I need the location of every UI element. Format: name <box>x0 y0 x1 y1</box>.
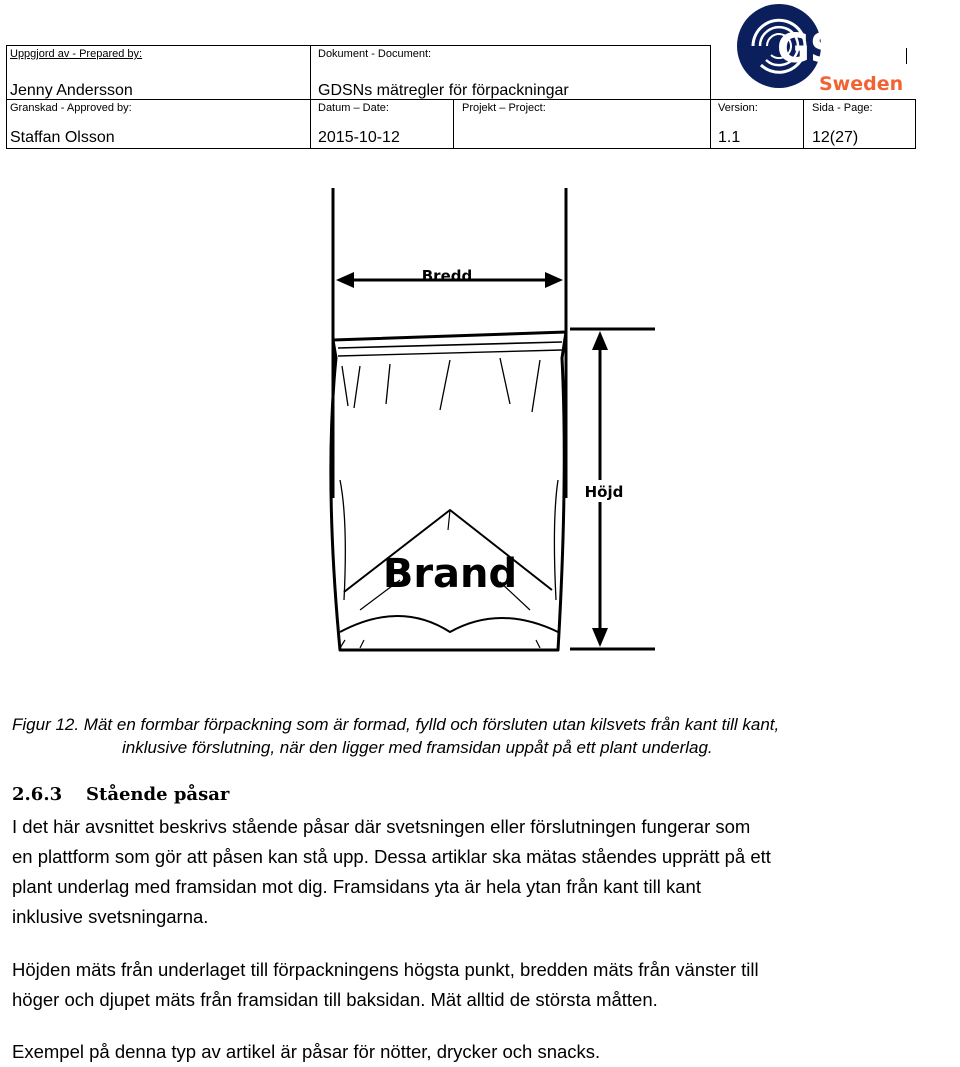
header-bottom-rule <box>6 148 916 149</box>
approved-by-label: Granskad - Approved by: <box>10 102 132 114</box>
paragraph-line: inklusive svetsningarna. <box>12 906 209 927</box>
header-col-divider <box>803 99 804 149</box>
gs1-sweden-logo <box>733 2 904 98</box>
header-col-divider <box>310 45 311 149</box>
page-value: 12(27) <box>812 129 859 146</box>
section-title: Stående påsar <box>86 784 230 805</box>
arrow-right-icon <box>545 272 563 288</box>
body-paragraph <box>12 812 957 932</box>
width-label: Bredd <box>421 267 473 285</box>
brand-label: Brand <box>382 551 518 597</box>
paragraph-line: en plattform som gör att påsen kan stå upp. Dessa artiklar ska mätas ståendes upprätt på ett <box>12 846 771 867</box>
date-value: 2015-10-12 <box>318 129 400 146</box>
body-paragraph <box>12 1037 957 1067</box>
arrow-up-icon <box>592 331 608 350</box>
arrow-left-icon <box>336 272 354 288</box>
caption-line: inklusive förslutning, när den ligger med framsidan uppåt på ett plant underlag. <box>122 738 713 757</box>
figure-caption <box>12 713 957 759</box>
prepared-by-value: Jenny Andersson <box>10 82 133 99</box>
header-top-rule <box>6 45 710 46</box>
date-label: Datum – Date: <box>318 102 389 114</box>
section-number: 2.6.3 <box>12 784 63 805</box>
paragraph-line: I det här avsnittet beskrivs stående påsar där svetsningen eller förslutningen fungerar som <box>12 816 751 837</box>
document-value: GDSNs mätregler för förpackningar <box>318 82 569 99</box>
project-label: Projekt – Project: <box>462 102 546 114</box>
paragraph-line: Höjden mäts från underlaget till förpackningens högsta punkt, bredden mäts från vänster till <box>12 959 759 980</box>
paragraph-line: plant underlag med framsidan mot dig. Framsidans yta är hela ytan från kant till kant <box>12 876 701 897</box>
pouch-icon <box>331 332 566 650</box>
body-paragraph <box>12 955 957 1015</box>
header-right-rule <box>915 99 916 149</box>
document-label: Dokument - Document: <box>318 48 432 60</box>
paragraph-line: höger och djupet mäts från framsidan till baksidan. Mät alltid de största måtten. <box>12 989 658 1010</box>
header-left-rule <box>6 45 7 149</box>
caption-line: Figur 12. Mät en formbar förpackning som är formad, fylld och försluten utan kilsvets från kant till kant, <box>12 715 780 734</box>
section-heading <box>12 783 229 807</box>
height-label: Höjd <box>584 483 624 501</box>
logo-country: Sweden <box>819 73 904 95</box>
pouch-measurement-figure <box>300 180 670 680</box>
logo-mark: GS1 <box>777 26 867 72</box>
paragraph-line: Exempel på denna typ av artikel är påsar för nötter, drycker och snacks. <box>12 1041 601 1062</box>
header-col-divider <box>710 45 711 149</box>
header-col-divider <box>453 99 454 149</box>
version-label: Version: <box>718 102 758 114</box>
header-tick <box>906 48 907 64</box>
approved-by-value: Staffan Olsson <box>10 129 115 146</box>
prepared-by-label: Uppgjord av - Prepared by: <box>10 48 143 60</box>
version-value: 1.1 <box>718 129 741 146</box>
page-label: Sida - Page: <box>812 102 873 114</box>
arrow-down-icon <box>592 628 608 647</box>
